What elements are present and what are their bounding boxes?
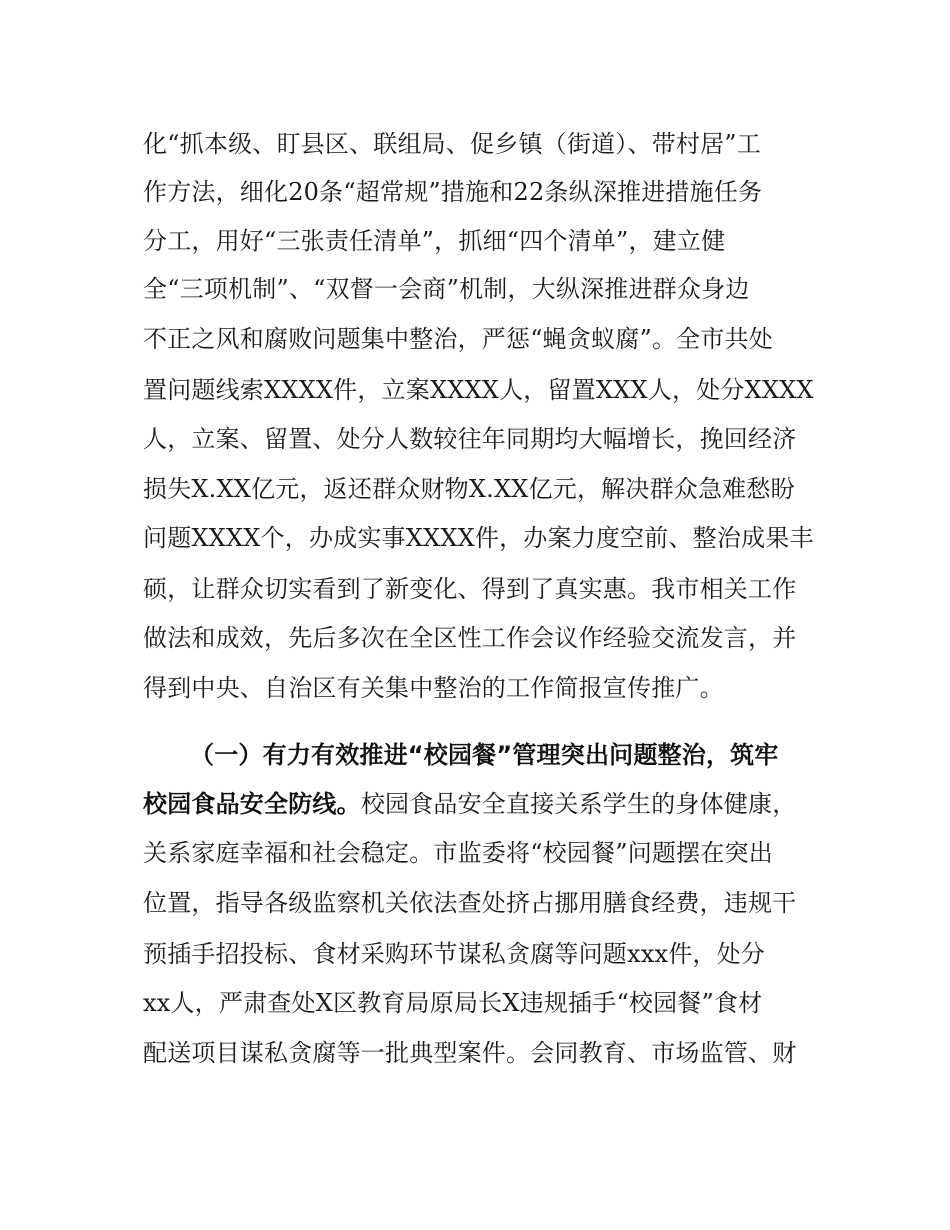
section-heading-continuation <box>143 789 796 819</box>
body-text-line: 做法和成效，先后多次在全区性工作会议作经验交流发言，并 <box>143 624 797 652</box>
section-heading: （一）有力有效推进“校园餐”管理突出问题整治，筑牢 <box>190 741 779 769</box>
body-text-line: 化“抓本级、盯县区、联组局、促乡镇（街道）、带村居”工 <box>143 130 761 158</box>
body-text-line: 人，立案、留置、处分人数较往年同期均大幅增长，挽回经济 <box>143 425 797 453</box>
body-text-line: 预插手招投标、食材采购环节谋私贪腐等问题xxx件，处分 <box>143 940 766 968</box>
body-text-line: 置问题线索XXXX件，立案XXXX人，留置XXX人，处分XXXX <box>143 376 814 404</box>
body-text-line: 作方法，细化20条“超常规”措施和22条纵深推进措施任务 <box>143 178 763 206</box>
body-text-line: 配送项目谋私贪腐等一批典型案件。会同教育、市场监管、财 <box>143 1039 797 1067</box>
body-text-line: 关系家庭幸福和社会稳定。市监委将“校园餐”问题摆在突出 <box>143 839 773 867</box>
body-text-line: 分工，用好“三张责任清单”，抓细“四个清单”，建立健 <box>143 227 726 255</box>
body-text-line: 损失X.XX亿元，返还群众财物X.XX亿元，解决群众急难愁盼 <box>143 475 795 503</box>
section-heading-tail: 校园食品安全防线。 <box>143 790 361 818</box>
body-text-line: xx人，严肃查处X区教育局原局长X违规插手“校园餐”食材 <box>143 989 763 1017</box>
body-text-line: 硕，让群众切实看到了新变化、得到了真实惠。我市相关工作 <box>143 575 797 603</box>
body-text-line: 不正之风和腐败问题集中整治，严惩“蝇贪蚁腐”。全市共处 <box>143 325 773 353</box>
body-text-span: 校园食品安全直接关系学生的身体健康， <box>360 790 797 818</box>
body-text-line: 得到中央、自治区有关集中整治的工作简报宣传推广。 <box>143 674 724 702</box>
body-text-line: 全“三项机制”、“双督一会商”机制，大纵深推进群众身边 <box>143 275 750 303</box>
body-text-line: 位置，指导各级监察机关依法查处挤占挪用膳食经费，违规干 <box>143 889 797 917</box>
body-text-line: 问题XXXX个，办成实事XXXX件，办案力度空前、整治成果丰 <box>143 524 814 552</box>
